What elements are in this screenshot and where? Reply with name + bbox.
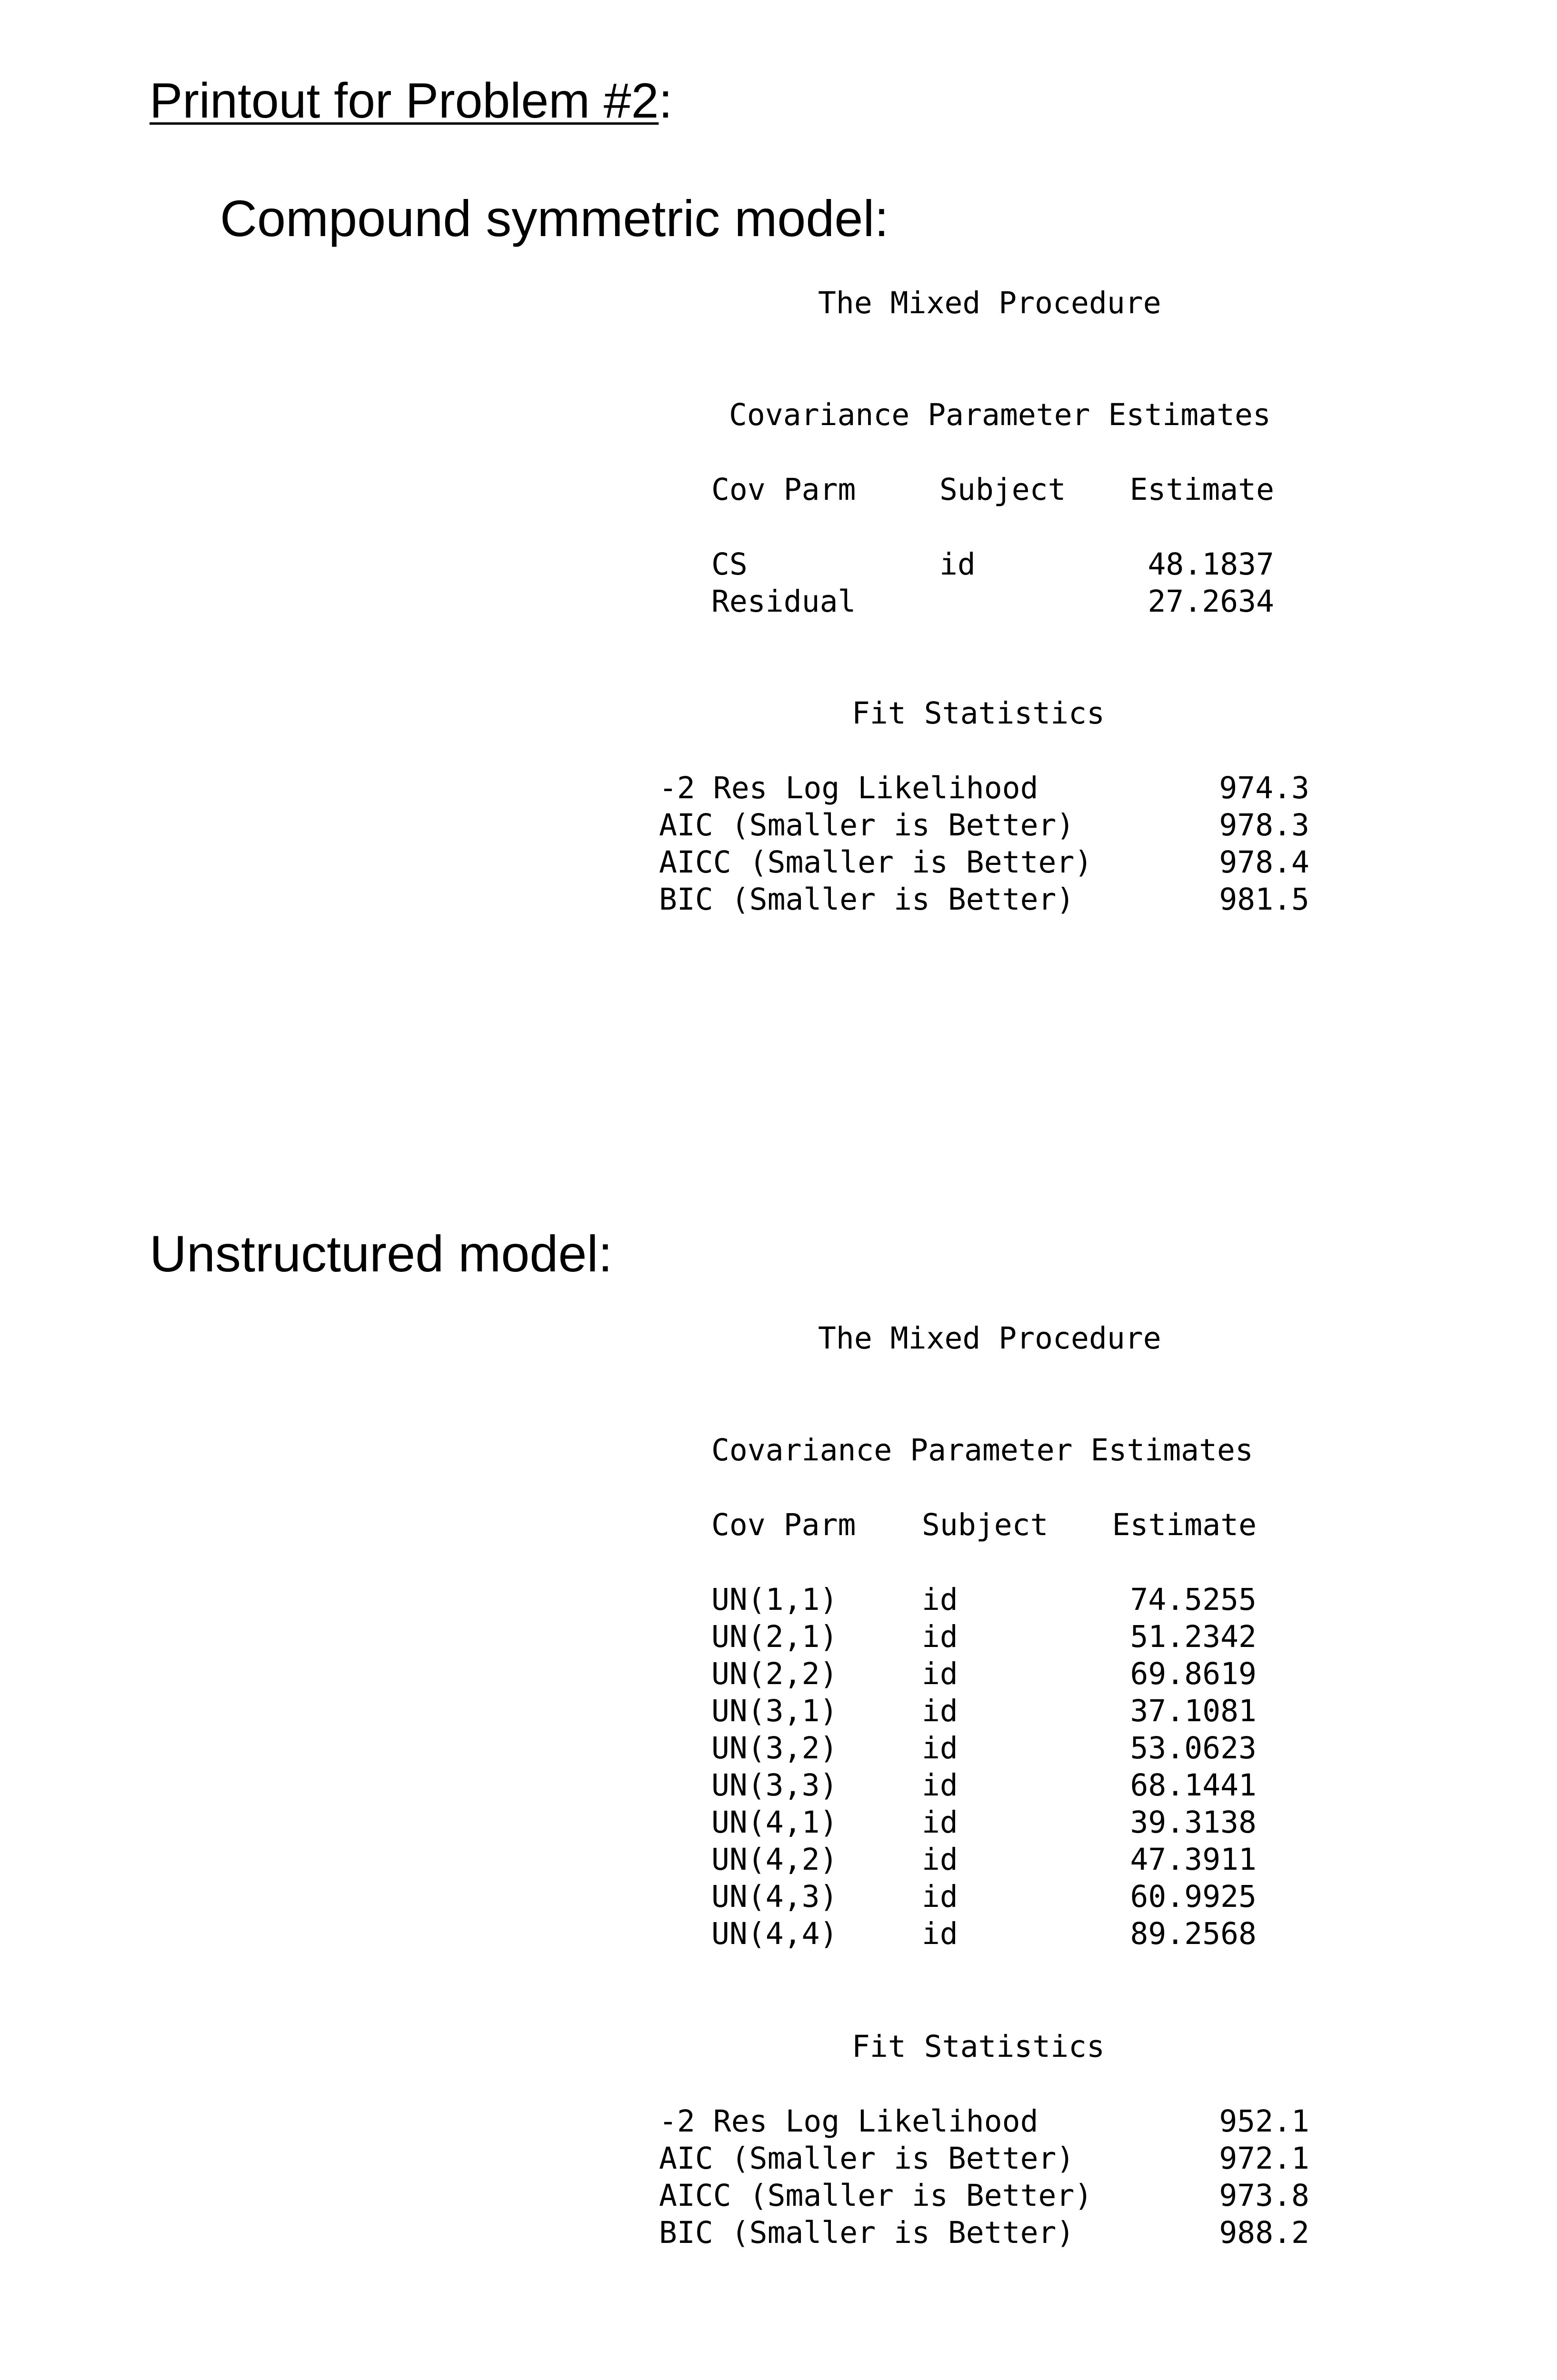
un-cov-row-parm: UN(2,2) <box>711 1656 838 1691</box>
cs-fit-label: AICC (Smaller is Better) <box>659 845 1093 880</box>
cs-cov-row-estimate: 48.1837 <box>1148 547 1274 582</box>
page-title <box>150 73 673 129</box>
un-cov-row-estimate: 37.1081 <box>1130 1694 1257 1728</box>
un-cov-row-subject: id <box>922 1805 958 1840</box>
un-cov-row-subject: id <box>922 1582 958 1617</box>
cs-cov-header-parm: Cov Parm <box>711 472 856 507</box>
cs-fit-value: 974.3 <box>1219 771 1309 805</box>
un-fit-title: Fit Statistics <box>852 2029 1105 2064</box>
cs-section-heading: Compound symmetric model: <box>220 189 889 247</box>
cs-fit-label: -2 Res Log Likelihood <box>659 771 1038 805</box>
un-cov-row-parm: UN(4,3) <box>711 1879 838 1914</box>
un-cov-row-subject: id <box>922 1916 958 1951</box>
un-cov-row-estimate: 60.9925 <box>1130 1879 1257 1914</box>
cs-fit-label: BIC (Smaller is Better) <box>659 882 1075 917</box>
un-fit-value: 972.1 <box>1219 2141 1309 2176</box>
un-cov-header-subject: Subject <box>922 1507 1048 1542</box>
un-cov-row-estimate: 68.1441 <box>1130 1768 1257 1803</box>
un-cov-header-estimate: Estimate <box>1112 1507 1257 1542</box>
un-cov-row-parm: UN(2,1) <box>711 1619 838 1654</box>
un-fit-label: AIC (Smaller is Better) <box>659 2141 1075 2176</box>
un-cov-row-subject: id <box>922 1656 958 1691</box>
un-cov-row-estimate: 39.3138 <box>1130 1805 1257 1840</box>
un-fit-label: -2 Res Log Likelihood <box>659 2104 1038 2139</box>
un-cov-row-subject: id <box>922 1619 958 1654</box>
cs-fit-value: 981.5 <box>1219 882 1309 917</box>
un-cov-row-parm: UN(4,1) <box>711 1805 838 1840</box>
un-fit-label: AICC (Smaller is Better) <box>659 2178 1093 2213</box>
un-cov-row-parm: UN(4,4) <box>711 1916 838 1951</box>
un-cov-header-parm: Cov Parm <box>711 1507 856 1542</box>
page-title-suffix: : <box>659 73 673 129</box>
page-title-underlined: Printout for Problem #2 <box>150 73 659 129</box>
un-cov-row-subject: id <box>922 1842 958 1877</box>
un-cov-row-parm: UN(1,1) <box>711 1582 838 1617</box>
cs-fit-label: AIC (Smaller is Better) <box>659 808 1075 843</box>
un-cov-row-estimate: 53.0623 <box>1130 1731 1257 1765</box>
un-section-heading: Unstructured model: <box>150 1225 613 1282</box>
cs-cov-title: Covariance Parameter Estimates <box>729 397 1271 432</box>
un-cov-row-parm: UN(4,2) <box>711 1842 838 1877</box>
un-cov-row-subject: id <box>922 1879 958 1914</box>
cs-cov-header-subject: Subject <box>939 472 1066 507</box>
un-fit-value: 952.1 <box>1219 2104 1309 2139</box>
un-cov-row-estimate: 47.3911 <box>1130 1842 1257 1877</box>
un-cov-row-estimate: 89.2568 <box>1130 1916 1257 1951</box>
un-procedure-title: The Mixed Procedure <box>818 1321 1161 1356</box>
un-cov-row-parm: UN(3,2) <box>711 1731 838 1765</box>
un-cov-row-subject: id <box>922 1731 958 1765</box>
un-fit-value: 973.8 <box>1219 2178 1309 2213</box>
cs-fit-value: 978.3 <box>1219 808 1309 843</box>
cs-cov-header-estimate: Estimate <box>1129 472 1274 507</box>
un-cov-row-parm: UN(3,3) <box>711 1768 838 1803</box>
un-fit-value: 988.2 <box>1219 2215 1309 2250</box>
cs-cov-row-parm: CS <box>711 547 748 582</box>
cs-procedure-title: The Mixed Procedure <box>818 286 1161 320</box>
cs-cov-row-subject: id <box>939 547 976 582</box>
cs-cov-row-estimate: 27.2634 <box>1148 584 1274 619</box>
cs-fit-value: 978.4 <box>1219 845 1309 880</box>
un-cov-row-estimate: 74.5255 <box>1130 1582 1257 1617</box>
un-cov-row-estimate: 51.2342 <box>1130 1619 1257 1654</box>
un-cov-row-subject: id <box>922 1768 958 1803</box>
un-cov-row-parm: UN(3,1) <box>711 1694 838 1728</box>
un-cov-row-subject: id <box>922 1694 958 1728</box>
cs-fit-title: Fit Statistics <box>852 696 1105 731</box>
un-fit-label: BIC (Smaller is Better) <box>659 2215 1075 2250</box>
un-cov-title: Covariance Parameter Estimates <box>711 1433 1253 1468</box>
cs-cov-row-parm: Residual <box>711 584 856 619</box>
un-cov-row-estimate: 69.8619 <box>1130 1656 1257 1691</box>
